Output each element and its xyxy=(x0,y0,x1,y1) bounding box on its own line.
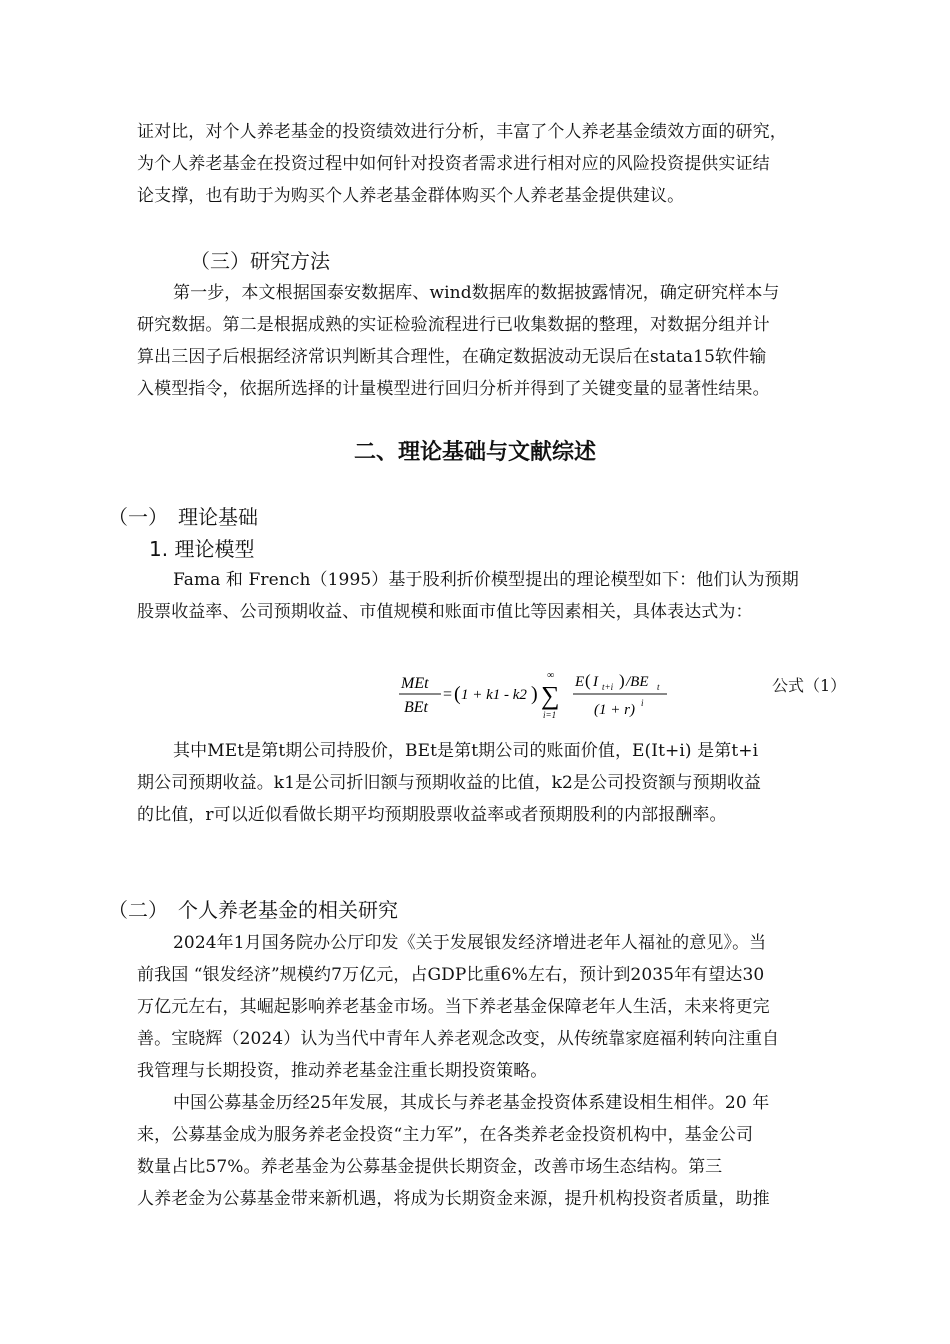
formula-equals: = xyxy=(443,686,453,703)
formula-rhs-denominator-sup: i xyxy=(641,698,644,708)
paragraph-line: 来，公募基金成为服务养老金投资“主力军”，在各类养老金投资机构中，基金公司 xyxy=(137,1125,754,1145)
paragraph-line: 数量占比57%。养老基金为公募基金提供长期资金，改善市场生态结构。第三 xyxy=(137,1157,723,1177)
section-heading-theory-basis: （一） 理论基础 xyxy=(108,505,258,529)
paragraph-line: 入模型指令，依据所选择的计量模型进行回归分析并得到了关键变量的显著性结果。 xyxy=(137,379,770,399)
paragraph-line: 其中MEt是第t期公司持股价，BEt是第t期公司的账面价值，E(It+i) 是第t+i xyxy=(173,741,759,761)
paragraph-line: 研究数据。第二是根据成熟的实证检验流程进行已收集数据的整理，对数据分组并计 xyxy=(137,315,770,335)
formula-1 xyxy=(395,666,695,726)
formula-rhs-E: E xyxy=(575,674,585,690)
paragraph-line: 算出三因子后根据经济常识判断其合理性，在确定数据波动无误后在stata15软件输 xyxy=(137,347,767,367)
section-heading-research-method: （三）研究方法 xyxy=(190,249,330,273)
paragraph-line: 人养老金为公募基金带来新机遇，将成为长期资金来源，提升机构投资者质量，助推 xyxy=(137,1189,770,1209)
paragraph-line: 股票收益率、公司预期收益、市值规模和账面市值比等因素相关，具体表达式为： xyxy=(137,602,753,622)
formula-rhs-I: I xyxy=(593,674,598,690)
formula-lhs-denominator: BEt xyxy=(404,699,428,716)
subsection-heading-theory-model: 1. 理论模型 xyxy=(149,537,255,561)
formula-sum-lower: i=1 xyxy=(543,710,557,720)
formula-rhs-close-paren: ) xyxy=(619,671,625,690)
paragraph-line: 第一步，本文根据国泰安数据库、wind数据库的数据披露情况，确定研究样本与 xyxy=(173,283,780,303)
paragraph-line: 为个人养老基金在投资过程中如何针对投资者需求进行相对应的风险投资提供实证结 xyxy=(137,154,770,174)
paragraph-line: 我管理与长期投资，推动养老基金注重长期投资策略。 xyxy=(137,1061,548,1081)
formula-rhs-BE: /BE xyxy=(626,674,649,690)
paragraph-line: 善。宝晓辉（2024）认为当代中青年人养老观念改变，从传统靠家庭福利转向注重自 xyxy=(137,1029,780,1049)
paragraph-line: 前我国 “银发经济”规模约7万亿元，占GDP比重6%左右，预计到2035年有望达30 xyxy=(137,965,765,985)
formula-sum-upper: ∞ xyxy=(547,670,555,681)
section-heading-pension-research: （二） 个人养老基金的相关研究 xyxy=(108,898,398,922)
formula-rhs-open-paren: ( xyxy=(585,671,591,690)
formula-rhs-denominator: (1 + r) xyxy=(594,702,635,718)
paragraph-line: 期公司预期收益。k1是公司折旧额与预期收益的比值，k2是公司投资额与预期收益 xyxy=(137,773,762,793)
formula-rhs-BE-subscript: t xyxy=(657,682,660,692)
formula-label: 公式（1） xyxy=(772,676,847,695)
formula-middle-term: 1 + k1 - k2 xyxy=(461,687,527,703)
formula-svg xyxy=(395,666,695,726)
formula-open-paren: ( xyxy=(454,683,461,705)
formula-lhs-numerator: MEt xyxy=(401,675,429,692)
paragraph-line: 万亿元左右，其崛起影响养老基金市场。当下养老基金保障老年人生活，未来将更完 xyxy=(137,997,770,1017)
paragraph-line: 论支撑，也有助于为购买个人养老基金群体购买个人养老基金提供建议。 xyxy=(137,186,685,206)
formula-close-paren: ) xyxy=(531,683,538,705)
paragraph-line: 2024年1月国务院办公厅印发《关于发展银发经济增进老年人福祉的意见》。当 xyxy=(173,933,767,953)
paragraph-line: 证对比，对个人养老基金的投资绩效进行分析，丰富了个人养老基金绩效方面的研究， xyxy=(137,122,787,142)
paragraph-line: Fama 和 French（1995）基于股利折价模型提出的理论模型如下：他们认为预期 xyxy=(173,570,799,590)
paragraph-line: 中国公募基金历经25年发展，其成长与养老基金投资体系建设相生相伴。20 年 xyxy=(173,1093,770,1113)
formula-rhs-I-subscript: t+i xyxy=(602,682,614,692)
formula-sum-symbol: ∑ xyxy=(541,681,560,710)
chapter-title: 二、理论基础与文献综述 xyxy=(353,440,596,465)
paragraph-line: 的比值，r可以近似看做长期平均预期股票收益率或者预期股利的内部报酬率。 xyxy=(137,805,727,825)
